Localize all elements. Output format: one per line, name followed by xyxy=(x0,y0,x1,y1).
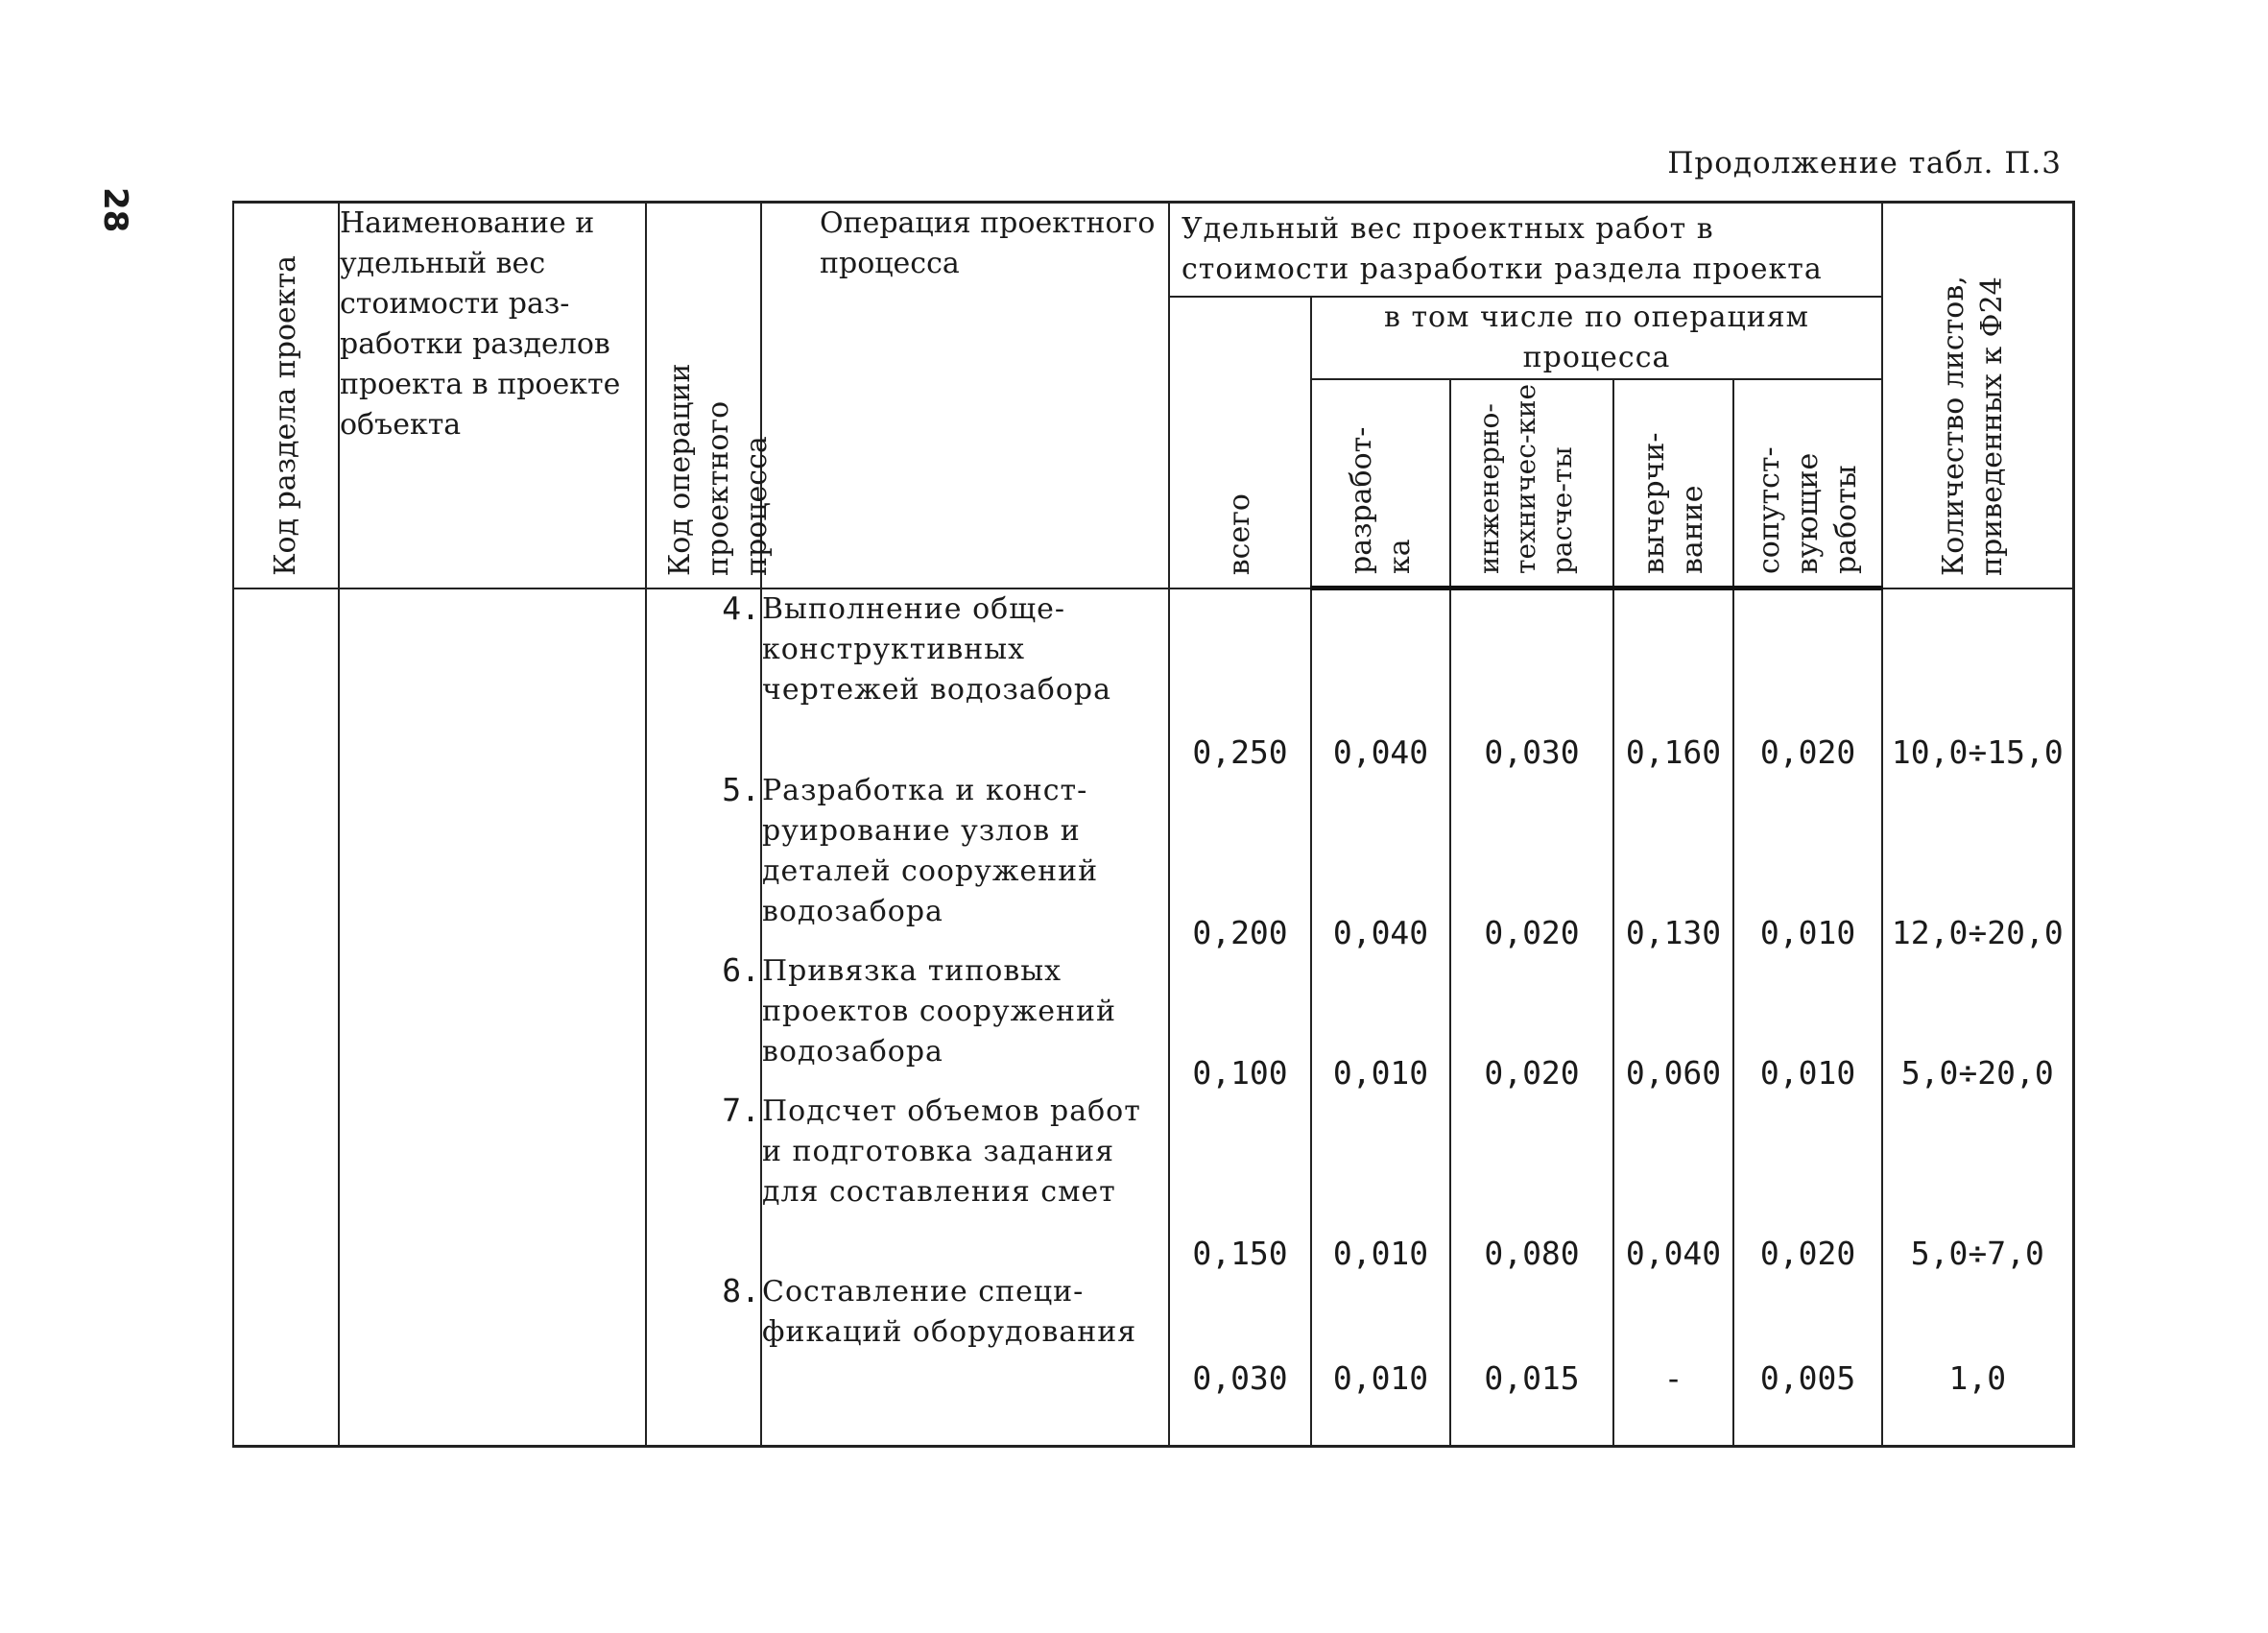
weight-development: 0,040 xyxy=(1311,771,1450,951)
weight-engineering: 0,020 xyxy=(1450,771,1613,951)
section-name-cell xyxy=(339,588,646,1447)
operation-name: Выполнение общеконструктивных чертежей водозабора xyxy=(761,588,1169,771)
operation-code: 4. xyxy=(646,588,761,771)
header-section-code: Код раздела проекта xyxy=(233,203,339,588)
weight-total: 0,150 xyxy=(1169,1092,1311,1272)
header-operation-code: Код операции проектного процесса xyxy=(646,203,761,588)
sheets-count: 12,0÷20,0 xyxy=(1882,771,2073,951)
weight-engineering: 0,030 xyxy=(1450,588,1613,771)
weight-engineering: 0,080 xyxy=(1450,1092,1613,1272)
weight-accompanying: 0,020 xyxy=(1733,588,1882,771)
operation-name: Составление спецификаций оборудования xyxy=(761,1272,1169,1447)
weight-accompanying: 0,010 xyxy=(1733,951,1882,1092)
page-number: 28 xyxy=(96,187,134,233)
weight-total: 0,200 xyxy=(1169,771,1311,951)
weight-total: 0,030 xyxy=(1169,1272,1311,1447)
operation-code: 6. xyxy=(646,951,761,1092)
weight-engineering: 0,020 xyxy=(1450,951,1613,1092)
sheets-count: 5,0÷7,0 xyxy=(1882,1092,2073,1272)
operation-code: 8. xyxy=(646,1272,761,1447)
weight-total: 0,250 xyxy=(1169,588,1311,771)
operation-name: Привязка типовых проектов сооружений водозабора xyxy=(761,951,1169,1092)
weight-accompanying: 0,010 xyxy=(1733,771,1882,951)
sheets-count: 1,0 xyxy=(1882,1272,2073,1447)
weight-engineering: 0,015 xyxy=(1450,1272,1613,1447)
weight-accompanying: 0,005 xyxy=(1733,1272,1882,1447)
table-row xyxy=(233,588,2073,771)
header-drawing: вычерчи-вание xyxy=(1613,379,1733,588)
header-operation: Операция проектного процесса xyxy=(761,203,1169,588)
header-development: разработ-ка xyxy=(1311,379,1450,588)
operation-name: Подсчет объемов работ и подготовка задания для составления смет xyxy=(761,1092,1169,1272)
header-sheets-count: Количество листов, приведенных к Ф24 xyxy=(1882,203,2073,588)
weight-total: 0,100 xyxy=(1169,951,1311,1092)
weight-drawing: - xyxy=(1613,1272,1733,1447)
weight-development: 0,040 xyxy=(1311,588,1450,771)
header-section-name: Наименование и удельный вес стоимости разработки разделов проекта в проекте объекта xyxy=(339,203,646,588)
weight-drawing: 0,160 xyxy=(1613,588,1733,771)
weight-drawing: 0,130 xyxy=(1613,771,1733,951)
operation-code: 5. xyxy=(646,771,761,951)
header-accompanying-works: сопутст-вующие работы xyxy=(1733,379,1882,588)
operations-weight-table xyxy=(232,201,2075,1448)
operation-code: 7. xyxy=(646,1092,761,1272)
operation-name: Разработка и конструирование узлов и деталей сооружений водозабора xyxy=(761,771,1169,951)
sheets-count: 10,0÷15,0 xyxy=(1882,588,2073,771)
header-total: всего xyxy=(1169,297,1311,588)
table-continuation-caption: Продолжение табл. П.3 xyxy=(1667,146,2062,180)
weight-development: 0,010 xyxy=(1311,1092,1450,1272)
weight-development: 0,010 xyxy=(1311,951,1450,1092)
weight-drawing: 0,040 xyxy=(1613,1092,1733,1272)
header-weight-group: Удельный вес проектных работ в стоимости разработки раздела проекта xyxy=(1169,203,1882,298)
header-including-group: в том числе по операциям процесса xyxy=(1311,297,1882,379)
header-engineering-calc: инженерно-техничес-кие расче-ты xyxy=(1450,379,1613,588)
section-code-cell xyxy=(233,588,339,1447)
weight-drawing: 0,060 xyxy=(1613,951,1733,1092)
weight-development: 0,010 xyxy=(1311,1272,1450,1447)
weight-accompanying: 0,020 xyxy=(1733,1092,1882,1272)
sheets-count: 5,0÷20,0 xyxy=(1882,951,2073,1092)
